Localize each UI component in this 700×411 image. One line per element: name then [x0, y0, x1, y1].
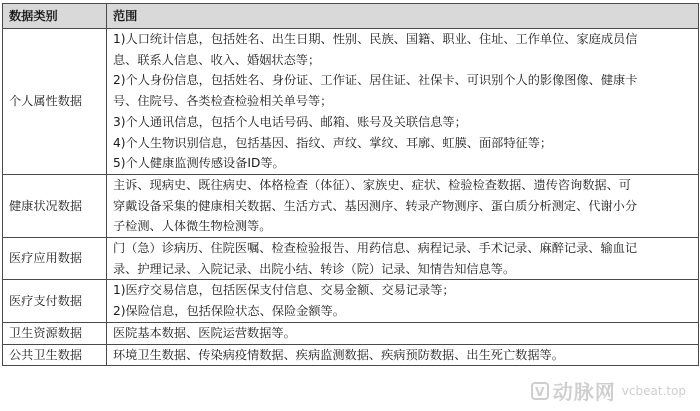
table-row [3, 174, 699, 237]
header-category: 数据类别 [3, 4, 107, 29]
watermark-url: vcbeat.top [621, 383, 686, 398]
table-row [3, 29, 699, 175]
range-line: 穿戴设备采集的健康相关数据、生活方式、基因测序、转录产物测序、蛋白质分析测定、代谢小分 [113, 198, 638, 213]
range-line: 门（急）诊病历、住院医嘱、检查检验报告、用药信息、病程记录、手术记录、麻醉记录、输血记 [113, 241, 638, 256]
range-cell [107, 280, 699, 322]
range-cell [107, 322, 699, 344]
watermark-brand: 动脉网 [552, 380, 616, 404]
range-line: 1)医疗交易信息，包括医保支付信息、交易金额、交易记录等； [113, 283, 455, 298]
range-cell [107, 238, 699, 280]
range-line: 5)个人健康监测传感设备ID等。 [113, 156, 285, 171]
range-line: 号、住院号、各类检查检验相关单号等； [113, 94, 333, 109]
range-line: 2)个人身份信息，包括姓名、身份证、工作证、居住证、社保卡、可识别个人的影像图像、健康卡 [113, 73, 638, 88]
category-cell: 个人属性数据 [3, 29, 107, 175]
range-line: 3)个人通讯信息，包括个人电话号码、邮箱、账号及关联信息等； [113, 114, 467, 129]
range-line: 主诉、现病史、既往病史、体格检查（体征）、家族史、症状、检验检查数据、遗传咨询数据、可 [113, 177, 631, 192]
category-cell: 卫生资源数据 [3, 322, 107, 344]
range-line: 医院基本数据、医院运营数据等。 [113, 325, 296, 340]
range-line: 4)个人生物识别信息，包括基因、指纹、声纹、掌纹、耳廓、虹膜、面部特征等； [113, 135, 553, 150]
range-cell [107, 174, 699, 237]
table-row [3, 322, 699, 344]
category-cell: 医疗支付数据 [3, 280, 107, 322]
range-cell [107, 29, 699, 175]
category-cell: 健康状况数据 [3, 174, 107, 237]
range-line: 子检测、人体微生物检测等。 [113, 219, 272, 234]
table-row [3, 280, 699, 322]
category-cell: 医疗应用数据 [3, 238, 107, 280]
table-row [3, 238, 699, 280]
watermark [531, 376, 686, 405]
category-cell: 公共卫生数据 [3, 344, 107, 366]
range-line: 环境卫生数据、传染病疫情数据、疾病监测数据、疾病预防数据、出生死亡数据等。 [113, 347, 564, 362]
range-line: 息、联系人信息、收入、婚姻状态等； [113, 52, 321, 67]
range-line: 录、护理记录、入院记录、出院小结、转诊（院）记录、知情告知信息等。 [113, 261, 516, 276]
table-header-row [3, 4, 699, 29]
watermark-logo-icon: V [531, 382, 549, 400]
range-line: 1)人口统计信息，包括姓名、出生日期、性别、民族、国籍、职业、住址、工作单位、家庭成员信 [113, 32, 638, 46]
table-row [3, 344, 699, 366]
data-category-table [2, 3, 699, 366]
range-cell [107, 344, 699, 366]
header-range: 范围 [107, 4, 699, 29]
range-line: 2)保险信息，包括保险状态、保险金额等。 [113, 304, 345, 319]
